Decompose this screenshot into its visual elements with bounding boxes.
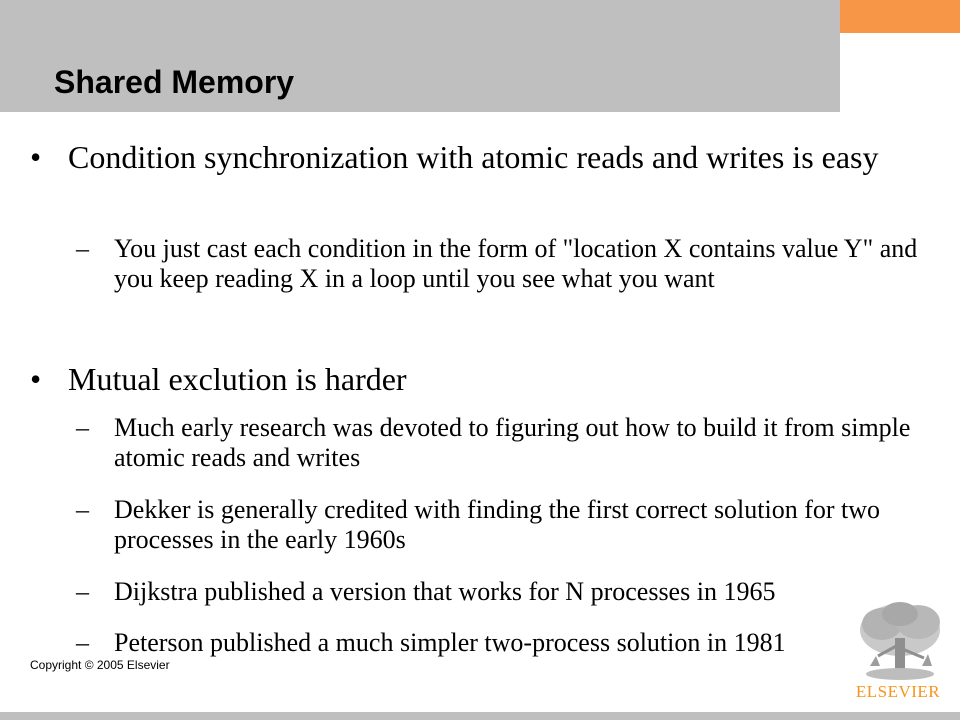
sub-bullet-text: Dekker is generally credited with finding the first correct solution for two processes in the early 1960s	[114, 495, 881, 554]
bullet-item	[30, 360, 910, 398]
dash-icon: –	[76, 413, 89, 442]
sub-bullet-item	[76, 628, 932, 658]
copyright-notice: Copyright © 2005 Elsevier	[30, 658, 170, 672]
sub-bullet-item	[76, 577, 932, 607]
tree-icon	[842, 600, 954, 682]
dash-icon: –	[76, 577, 89, 606]
sub-bullet-text: Dijkstra published a version that works for N processes in 1965	[114, 577, 776, 606]
sub-bullet-item	[76, 495, 932, 555]
elsevier-logo	[842, 600, 954, 710]
bullet-icon: •	[30, 361, 42, 397]
sub-bullet-item	[76, 413, 932, 473]
dash-icon: –	[76, 234, 89, 263]
bullet-text: Mutual exclution is harder	[68, 361, 407, 397]
sub-bullet-text: Much early research was devoted to figuring out how to build it from simple atomic reads and writes	[114, 413, 911, 472]
sub-bullet-item	[76, 234, 932, 294]
bullet-item	[30, 138, 910, 176]
logo-wordmark: ELSEVIER	[855, 682, 941, 701]
dash-icon: –	[76, 628, 89, 657]
sub-bullet-text: You just cast each condition in the form of "location X contains value Y" and you keep reading X in a loop until you see what you want	[114, 234, 918, 293]
bullet-icon: •	[30, 139, 42, 175]
sub-bullet-text: Peterson published a much simpler two-process solution in 1981	[114, 628, 786, 657]
slide-title: Shared Memory	[54, 64, 295, 100]
dash-icon: –	[76, 495, 89, 524]
bullet-text: Condition synchronization with atomic reads and writes is easy	[68, 139, 879, 175]
footer-band	[0, 712, 960, 720]
